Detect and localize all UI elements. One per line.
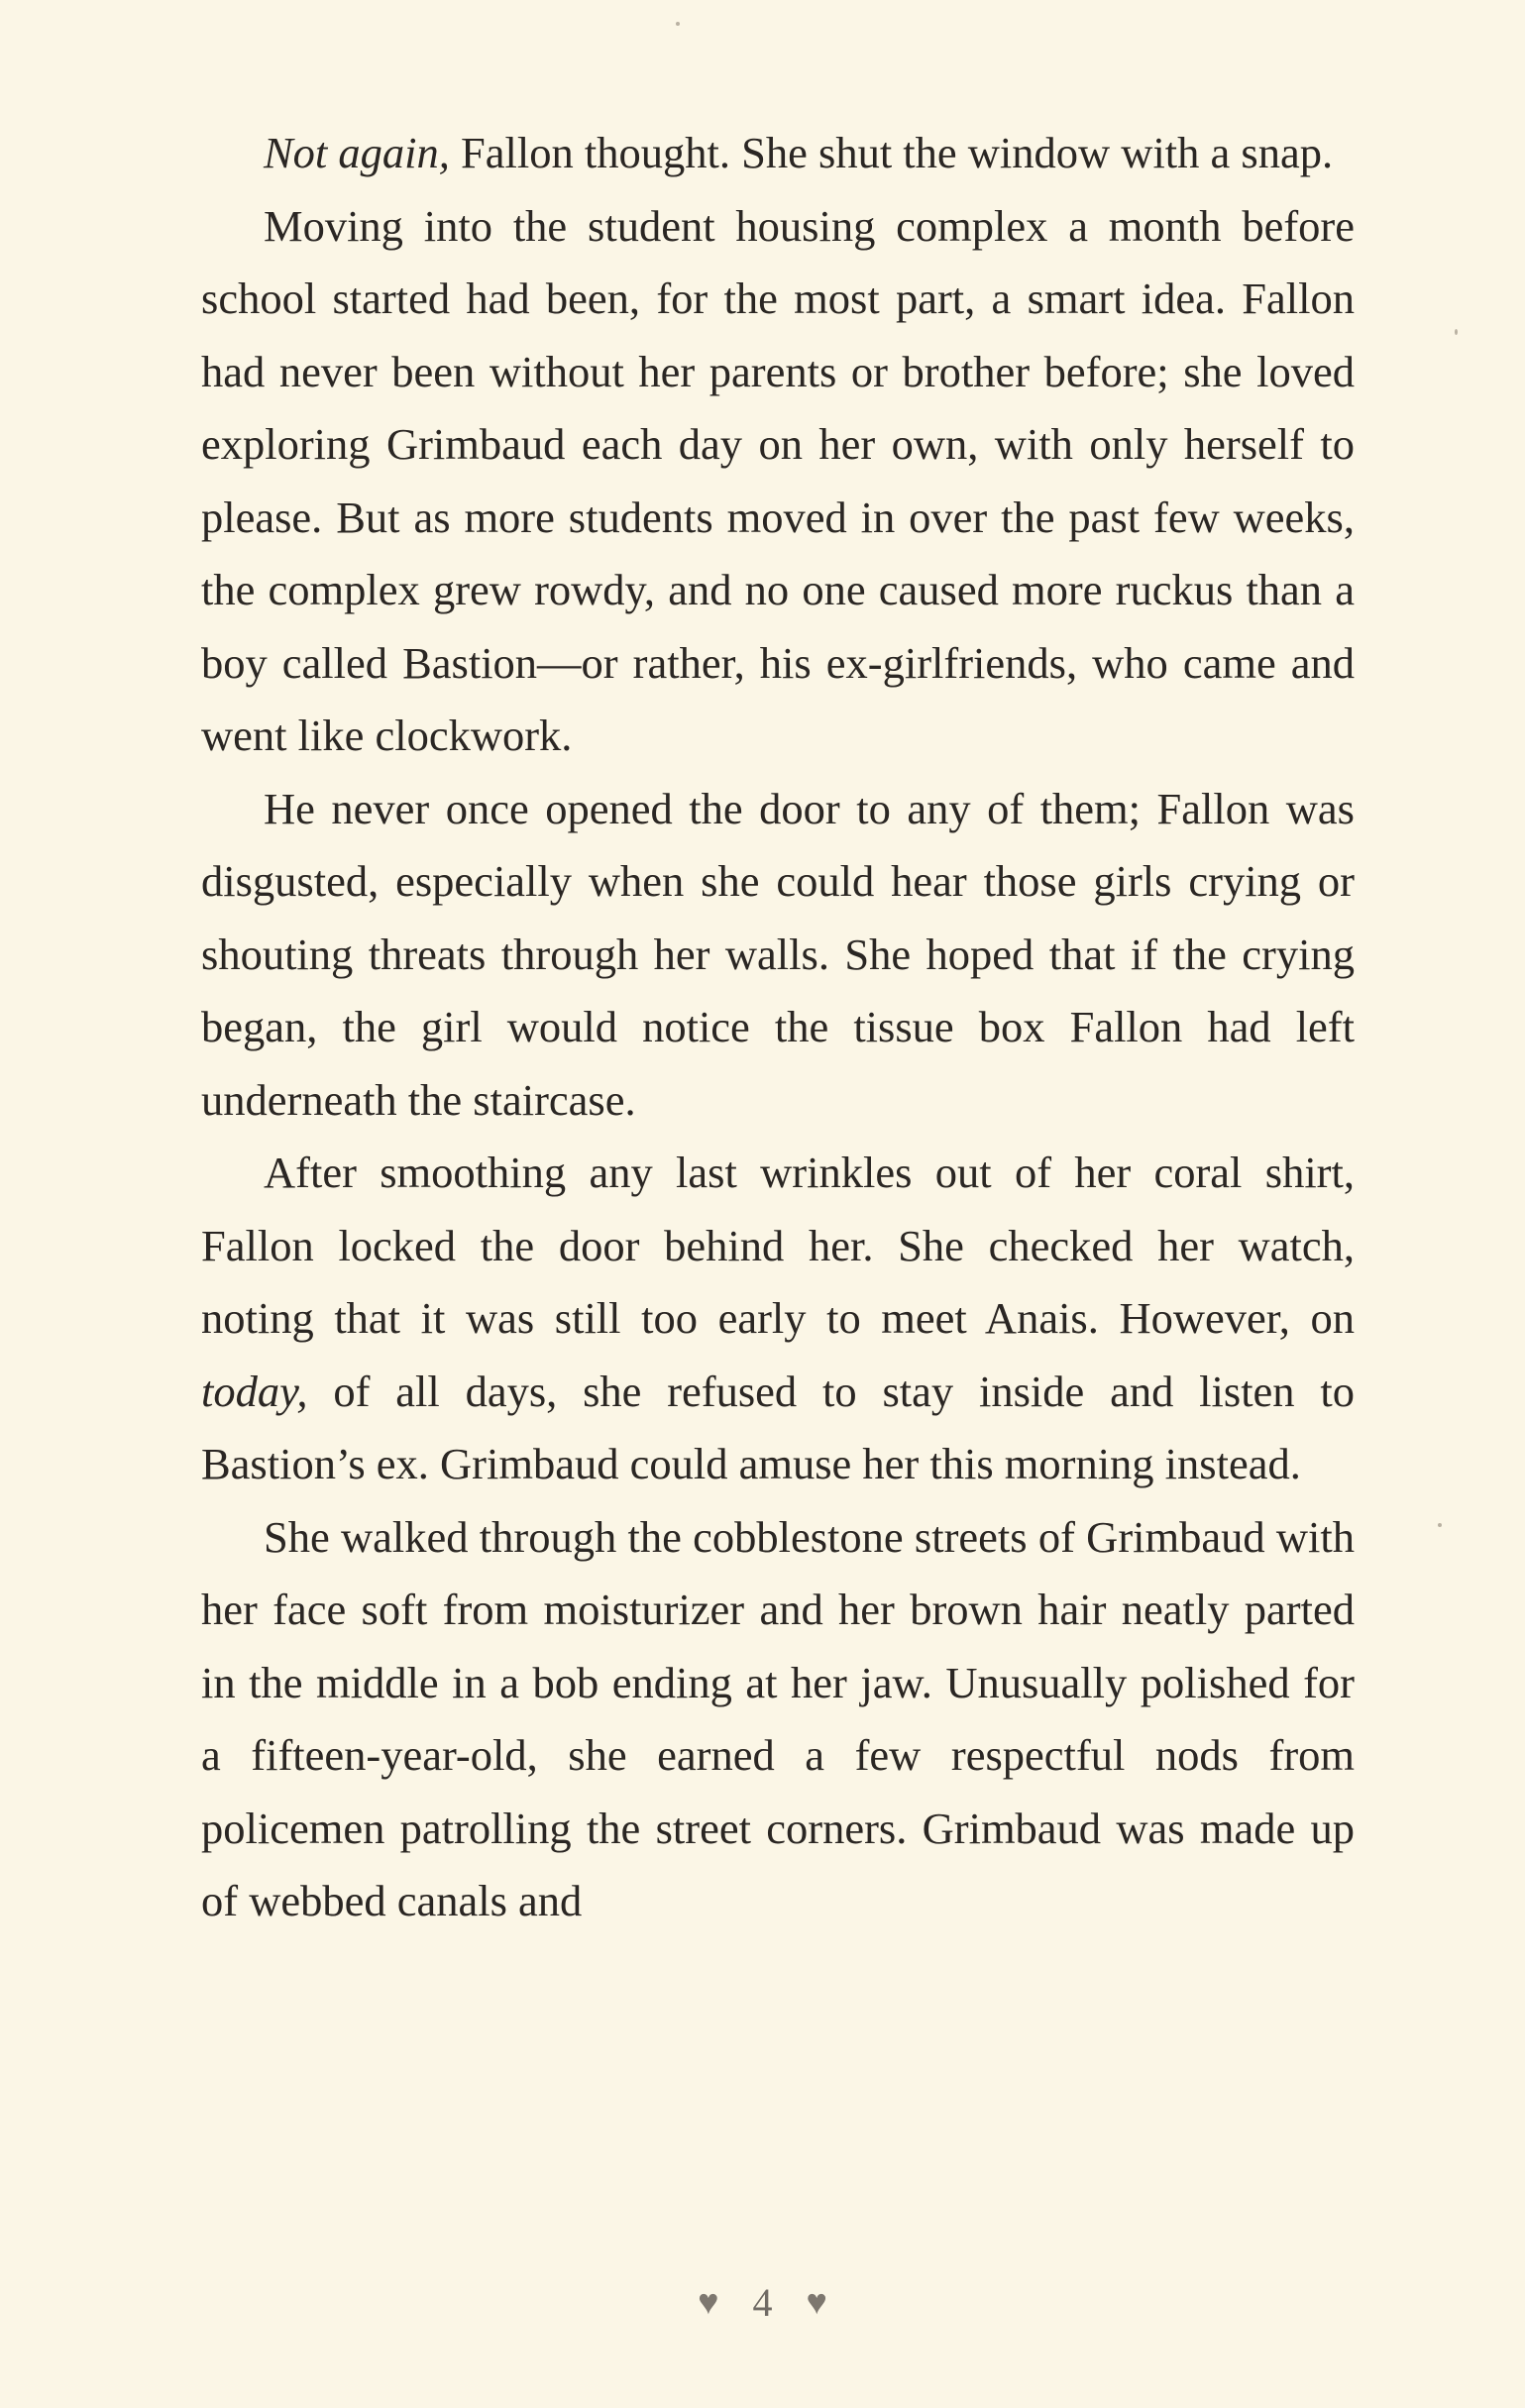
text-run: Fallon thought. She shut the window with a snap. xyxy=(449,128,1334,177)
paragraph xyxy=(201,773,1355,1138)
heart-ornament-right-icon: ♥ xyxy=(806,2282,827,2322)
text-run: After smoothing any last wrinkles out of her coral shirt, Fallon locked the door behind her. She checked her watch, noting that it was still too early to meet Anais. However, on xyxy=(201,1148,1355,1343)
paper-speck xyxy=(1438,1523,1442,1527)
paragraph xyxy=(201,1137,1355,1501)
paragraph xyxy=(201,190,1355,773)
paragraph xyxy=(201,117,1355,190)
body-text xyxy=(201,117,1355,1938)
page-number: 4 xyxy=(752,2280,773,2325)
paragraph xyxy=(201,1501,1355,1938)
text-run: Moving into the student housing complex a month before school started had been, for the most part, a smart idea. Fallon had never been without her parents or brother before; she loved exploring Grimbaud each day on her own, with only herself to please. But as more students moved in over the past few weeks, the complex grew rowdy, and no one caused more ruckus than a boy called Bastion—or rather, his ex-girlfriends, who came and went like clockwork. xyxy=(201,200,1355,760)
paper-speck xyxy=(1455,329,1458,335)
italic-text: today, xyxy=(201,1366,308,1416)
text-run: He never once opened the door to any of them; Fallon was disgusted, especially when she could hear those girls crying or shouting threats through her walls. She hoped that if the crying began, the girl would notice the tissue box Fallon had left underneath the staircase. xyxy=(201,783,1355,1125)
heart-ornament-left-icon: ♥ xyxy=(698,2282,719,2322)
italic-text: Not again, xyxy=(264,128,450,177)
text-run: She walked through the cobblestone streets of Grimbaud with her face soft from moisturizer and her brown hair neatly parted in the middle in a bob ending at her jaw. Unusually polished for a fifteen-year-old, she earned a few respectful nods from policemen patrolling the street corners. Grimbaud was made up of webbed canals and xyxy=(201,1511,1355,1925)
page-footer xyxy=(0,2279,1525,2326)
paper-speck xyxy=(676,22,680,26)
text-run: of all days, she refused to stay inside and listen to Bastion’s ex. Grimbaud could amuse her this morning instead. xyxy=(201,1366,1355,1488)
